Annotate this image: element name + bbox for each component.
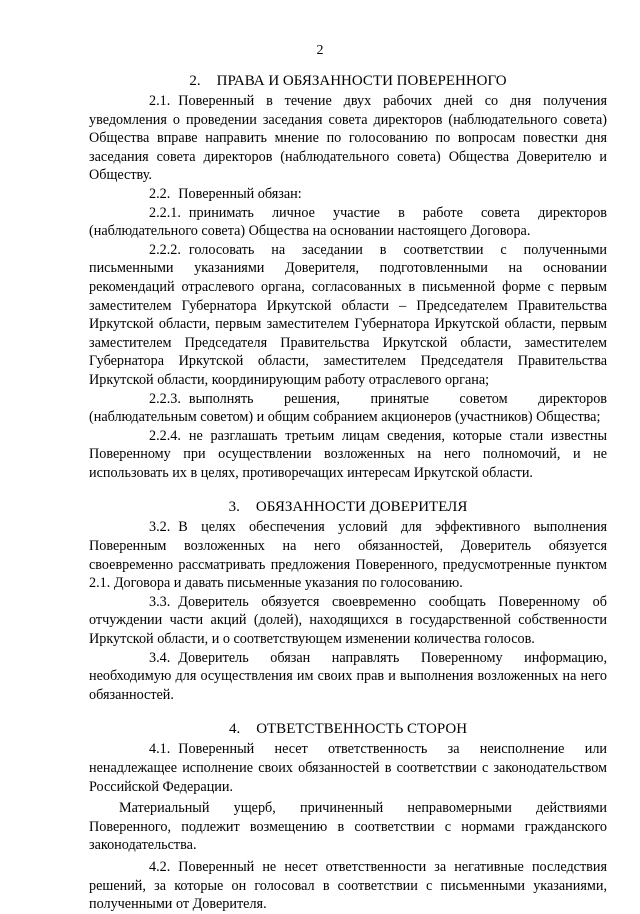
- section-title: ПРАВА И ОБЯЗАННОСТИ ПОВЕРЕННОГО: [216, 73, 507, 89]
- paragraph-4-1: [89, 740, 607, 796]
- clause-text: Доверитель обязуется своевременно сообщать Поверенному об отчуждении части акций (долей), находящихся в государственной собственности Иркутской области, и о соответствующем изменении количества голосов.: [89, 593, 607, 648]
- clause-text: Поверенный в течение двух рабочих дней со дня получения уведомления о проведении заседания совета директоров (наблюдательного совета) Общества вправе направить мнение по голосованию по вопросам повестки дня заседания совета директоров (наблюдательного совета) Общества Доверителю и Обществу.: [89, 93, 607, 184]
- section-heading-3: [89, 498, 607, 516]
- paragraph-2-2: [89, 185, 607, 204]
- section-title: ОБЯЗАННОСТИ ДОВЕРИТЕЛЯ: [255, 499, 468, 516]
- document-body: [89, 72, 607, 914]
- clause-text: выполнять решения, принятые советом директоров (наблюдательным советом) и общим собранием акционеров (участников) Общества;: [89, 390, 607, 426]
- clause-number: 3.4.: [149, 649, 171, 666]
- section-heading-2: [89, 72, 607, 90]
- paragraph-4-1-damage: [89, 799, 607, 855]
- paragraph-3-2: [89, 518, 607, 592]
- clause-number: 2.2.2.: [149, 241, 181, 258]
- section-number: 4.: [228, 721, 241, 738]
- clause-number: 2.1.: [149, 93, 171, 109]
- paragraph-4-2: [89, 858, 607, 914]
- clause-number: 2.2.: [149, 185, 171, 202]
- paragraph-2-2-2: [89, 241, 607, 390]
- page-number: 2: [316, 43, 324, 58]
- paragraph-3-3: [89, 593, 607, 649]
- clause-number: 2.2.4.: [149, 427, 181, 444]
- section-number: 2.: [189, 73, 201, 89]
- section-heading-4: [89, 720, 607, 738]
- clause-text: не разглашать третьим лицам сведения, которые стали известны Поверенному при осуществлении возложенных на него полномочий, и не использовать их в целях, противоречащих интересам Иркутской области.: [89, 427, 607, 481]
- clause-number: 2.2.3.: [149, 390, 181, 407]
- clause-number: 3.2.: [149, 519, 171, 536]
- clause-text: голосовать на заседании в соответствии с полученными письменными указаниями Доверителя, подготовленными на основании рекомендаций отраслевого органа, согласованных в письменной форме с первым заместителем Губернатора Иркутской области – Председателем Правительства Иркутской области, первым заместителем Губернатора Иркутской области, первым заместителем Председателя Правительства Иркутской области, заместителем Губернатора Иркутской области, заместителем Председателя Правительства Иркутской области, координирующим работу отраслевого органа;: [89, 241, 607, 388]
- paragraph-2-2-1: [89, 204, 607, 241]
- section-title: ОТВЕТСТВЕННОСТЬ СТОРОН: [256, 721, 468, 738]
- clause-text: Поверенный несет ответственность за неисполнение или ненадлежащее исполнение своих обязанностей в соответствии с законодательством Российской Федерации.: [89, 741, 607, 795]
- clause-text: Материальный ущерб, причиненный неправомерными действиями Поверенного, подлежит возмещению в соответствии с нормами гражданского законодательства.: [89, 800, 607, 854]
- paragraph-3-4: [89, 649, 607, 705]
- paragraph-2-2-3: [89, 390, 607, 427]
- clause-text: В целях обеспечения условий для эффективного выполнения Поверенным возложенных на него обязанностей, Доверитель обязуется своевременно рассматривать предложения Поверенного, предусмотренные пунктом 2.1. Договора и давать письменные указания по голосованию.: [89, 519, 607, 592]
- clause-text: Поверенный не несет ответственности за негативные последствия решений, за которые он голосовал в соответствии с письменными указаниями, полученными от Доверителя.: [89, 858, 607, 913]
- clause-text: Доверитель обязан направлять Поверенному информацию, необходимую для осуществления им своих прав и выполнения возложенных на него обязанностей.: [89, 649, 607, 703]
- paragraph-2-2-4: [89, 427, 607, 483]
- paragraph-2-1: [89, 92, 607, 185]
- clause-number: 3.3.: [149, 593, 171, 610]
- clause-number: 4.2.: [149, 858, 171, 875]
- clause-number: 2.2.1.: [149, 204, 181, 221]
- clause-text: принимать личное участие в работе совета директоров (наблюдательного совета) Общества на основании настоящего Договора.: [89, 204, 607, 240]
- clause-text: Поверенный обязан:: [178, 185, 302, 202]
- clause-number: 4.1.: [149, 741, 171, 758]
- section-number: 3.: [228, 499, 240, 516]
